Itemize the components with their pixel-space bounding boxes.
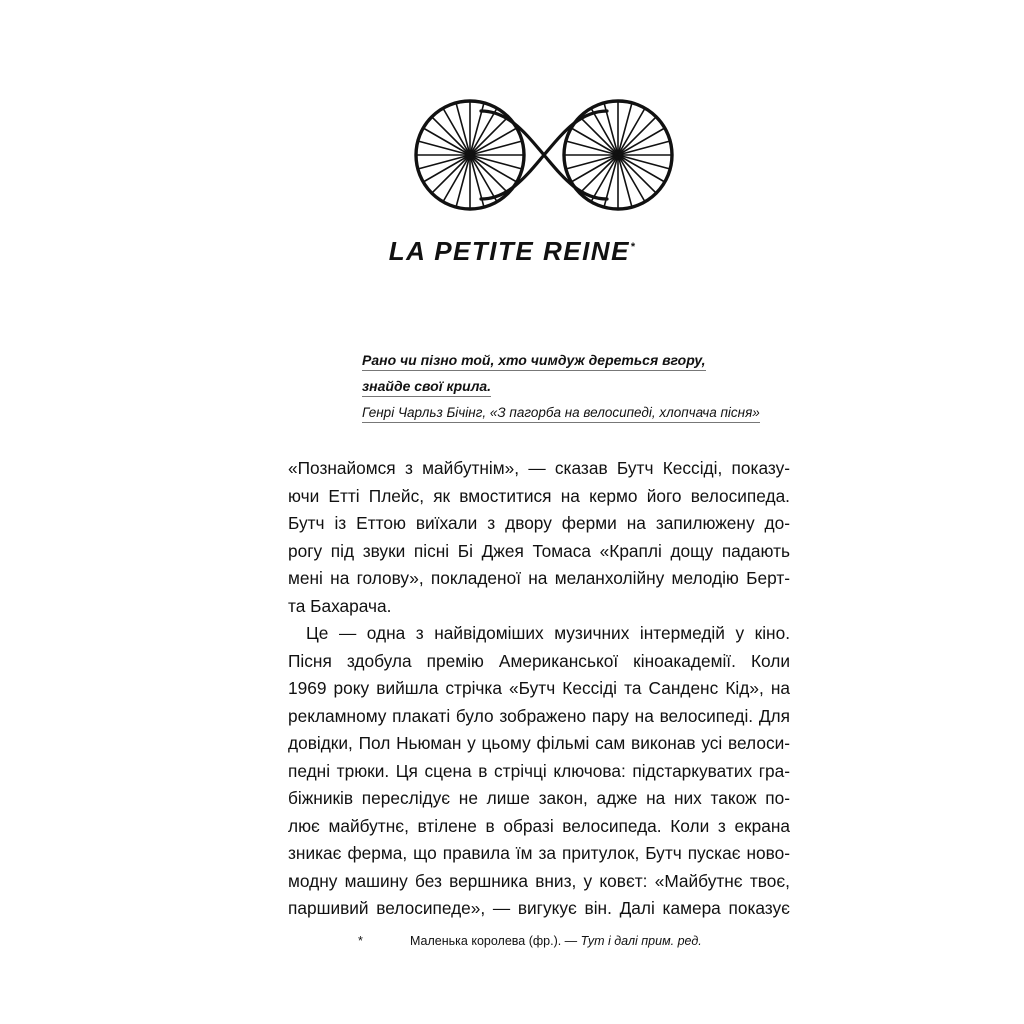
body-line: модну машину без вершника вниз, у ковєт: «Майбутнє твоє, xyxy=(288,870,790,891)
body-line: Пісня здобула премію Американської кіноакадемії. Коли xyxy=(288,650,790,671)
body-line: та Бахарача. xyxy=(288,595,392,616)
footnote-mark: * xyxy=(358,934,363,948)
body-line: Бутч із Еттою виїхали з двору ферми на запилюжену до- xyxy=(288,513,790,533)
chapter-title-text: LA PETITE REINE xyxy=(388,236,630,266)
epigraph-line-1: Рано чи пізно той, хто чимдуж дереться вгору, xyxy=(362,352,706,371)
body-line: мені на голову», покладеної на меланхолійну мелодію Берт- xyxy=(288,568,790,588)
body-line: рекламному плакаті було зображено пару на велосипеді. Для xyxy=(288,705,790,726)
body-line: біжників переслідує не лише закон, адже на них також по- xyxy=(288,788,790,808)
footnote-text: Маленька королева (фр.). — xyxy=(410,934,581,948)
body-line: педні трюки. Ця сцена в стрічці ключова: підстаркуватих гра- xyxy=(288,760,790,781)
body-line: паршивий велосипеде», — вигукує він. Далі камера показує xyxy=(288,898,790,918)
epigraph-line-2: знайде свої крила. xyxy=(362,378,491,397)
chapter-title xyxy=(0,236,1024,267)
epigraph-attribution: Генрі Чарльз Бічінг, «З пагорба на велосипеді, хлопчача пісня» xyxy=(362,405,760,423)
body-line: «Познайомся з майбутнім», — сказав Бутч Кессіді, показу- xyxy=(288,458,790,478)
footnote-marker: * xyxy=(630,241,636,254)
footnote-editor-note: Тут і далі прим. ред. xyxy=(580,934,702,948)
body-line: ючи Етті Плейс, як вмоститися на кермо його велосипеда. xyxy=(288,485,790,506)
bicycle-wheels-infinity-icon xyxy=(409,95,679,213)
body-line: рогу під звуки пісні Бі Джея Томаса «Краплі дощу падають xyxy=(288,540,790,561)
body-line: Це — одна з найвідоміших музичних інтермедій у кіно. xyxy=(306,623,790,643)
body-line: зникає ферма, що правила їм за притулок, Бутч пускає ново- xyxy=(288,843,790,863)
body-line: лює майбутнє, втілене в образі велосипеда. Коли з екрана xyxy=(288,815,790,836)
body-text xyxy=(288,455,790,923)
body-line: довідки, Пол Ньюман у цьому фільмі сам виконав усі велоси- xyxy=(288,733,790,753)
footnote xyxy=(358,934,778,948)
epigraph xyxy=(362,352,782,430)
body-line: 1969 року вийшла стрічка «Бутч Кессіді та Санденс Кід», на xyxy=(288,678,790,698)
